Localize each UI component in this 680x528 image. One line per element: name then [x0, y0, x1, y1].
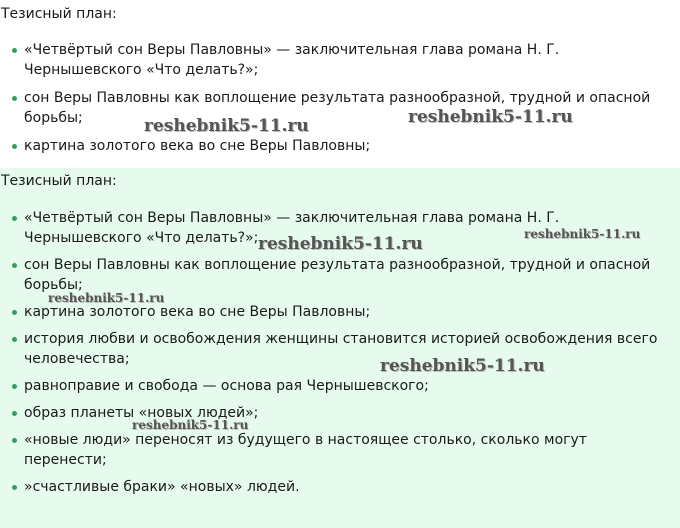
watermark: reshebnik5-11.ru — [132, 418, 249, 432]
watermark: reshebnik5-11.ru — [408, 107, 573, 127]
watermark: reshebnik5-11.ru — [48, 291, 165, 305]
bullet-icon — [12, 438, 17, 443]
bullet-icon — [12, 337, 17, 342]
list-item: картина золотого века во сне Веры Павловны; — [24, 136, 672, 156]
bullet-icon — [12, 48, 17, 53]
list-item: картина золотого века во сне Веры Павловны; — [24, 302, 672, 322]
bullet-icon — [12, 411, 17, 416]
list-item: история любви и освобождения женщины становится историей освобождения всего человечества; — [24, 329, 672, 369]
plan-title: Тезисный план: — [1, 173, 117, 189]
list-item: образ планеты «новых людей»; — [24, 403, 672, 423]
bullet-icon — [12, 96, 17, 101]
top-panel — [0, 0, 680, 168]
bullet-icon — [12, 485, 17, 490]
list-item: «новые люди» переносят из будущего в настоящее столько, сколько могут перенести; — [24, 430, 672, 470]
list-item: »счастливые браки» «новых» людей. — [24, 477, 672, 497]
bullet-icon — [12, 310, 17, 315]
bullet-icon — [12, 263, 17, 268]
bottom-panel — [0, 168, 680, 528]
watermark: reshebnik5-11.ru — [380, 356, 545, 376]
list-item: сон Веры Павловны как воплощение результата разнообразной, трудной и опасной борьбы; — [24, 255, 672, 295]
list-item: «Четвёртый сон Веры Павловны» — заключительная глава романа Н. Г. Чернышевского «Что делать?»; — [24, 40, 672, 80]
bullet-icon — [12, 144, 17, 149]
list-item: равноправие и свобода — основа рая Чернышевского; — [24, 376, 672, 396]
watermark: reshebnik5-11.ru — [258, 234, 423, 254]
list-item: «Четвёртый сон Веры Павловны» — заключительная глава романа Н. Г. Чернышевского «Что делать?»; — [24, 208, 672, 248]
watermark: reshebnik5-11.ru — [144, 116, 309, 136]
list-item: сон Веры Павловны как воплощение результата разнообразной, трудной и опасной борьбы; — [24, 88, 672, 128]
bullet-icon — [12, 384, 17, 389]
bullet-icon — [12, 216, 17, 221]
plan-title: Тезисный план: — [1, 6, 117, 22]
watermark: reshebnik5-11.ru — [524, 227, 641, 241]
